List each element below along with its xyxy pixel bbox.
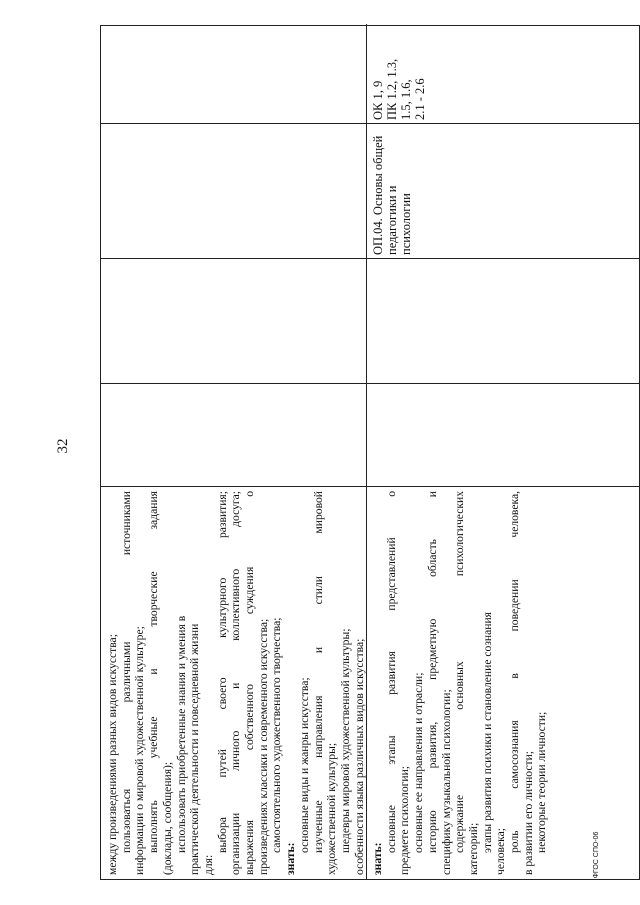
col-divider <box>101 258 640 259</box>
text-line: категорий; <box>466 822 480 875</box>
text-line: изученные направления и стили мировой <box>311 491 325 853</box>
text-line: информации о мировой художественной культуре; <box>133 626 147 875</box>
text-line: особенности языка различных видов искусства; <box>352 638 366 875</box>
section-heading: знать: <box>371 842 384 875</box>
competency-line: ПК 1.2, 1.3, <box>385 58 399 120</box>
section-heading: знать: <box>284 842 298 875</box>
text-line: выполнять учебные и творческие задания <box>147 491 161 853</box>
text-line: организации личного и коллективного досуга; <box>229 491 243 875</box>
text-line: практической деятельности и повседневной жизни <box>188 623 202 875</box>
competencies-cell <box>371 28 427 120</box>
text-line: выбора путей своего культурного развития; <box>215 491 229 853</box>
text-line: между произведениями разных видов искусства; <box>106 634 119 875</box>
footer-code: ФГОС СПО-06 <box>593 831 600 879</box>
discipline-line: психологии <box>399 193 413 255</box>
text-line: основные виды и жанры искусства; <box>297 677 311 853</box>
text-line: этапы развития психики и становление сознания <box>480 612 494 853</box>
discipline-cell <box>371 127 413 255</box>
col-divider <box>101 123 640 124</box>
competency-line: ОК 1, 9 <box>371 80 385 120</box>
text-line: историю развития, предметную область и <box>425 491 439 853</box>
text-line: выражения собственного суждения о <box>243 491 257 875</box>
text-line: основные этапы развития представлений о <box>384 491 398 853</box>
competency-line: 1.5, 1.6, <box>399 79 413 120</box>
row2-content <box>371 491 549 875</box>
col-divider <box>101 486 640 487</box>
rotated-page <box>100 25 640 880</box>
col-divider <box>101 383 640 384</box>
text-line: предмете психологии; <box>398 765 412 875</box>
text-line: художественной культуры; <box>325 742 339 875</box>
text-line: содержание основных психологических <box>453 491 467 853</box>
text-line: для: <box>201 854 215 875</box>
discipline-line: педагогики и <box>385 185 399 255</box>
text-line: роль самосознания в поведении человека, <box>508 491 522 853</box>
page-number: 32 <box>55 438 71 454</box>
text-line: в развитии его личности; <box>521 750 535 875</box>
competency-line: 2.1 - 2.6 <box>413 78 427 120</box>
text-line: основные ее направления и отрасли; <box>412 672 426 853</box>
curriculum-table <box>100 25 640 880</box>
text-line: (доклады, сообщения); <box>160 761 174 875</box>
text-line: шедевры мировой художественной культуры; <box>338 628 352 853</box>
text-line: специфику музыкальной психологии; <box>439 689 453 875</box>
text-line: человека; <box>494 828 508 875</box>
text-line: самостоятельного художественного творчества; <box>270 617 284 853</box>
text-line: пользоваться различными источниками <box>119 491 133 853</box>
text-line: некоторые теории личности; <box>535 711 549 853</box>
discipline-line: ОП.04. Основы общей <box>371 135 385 255</box>
text-line: произведениях классики и современного искусства; <box>256 618 270 875</box>
text-line: использовать приобретенные знания и умения в <box>174 615 188 853</box>
row1-content <box>106 491 366 875</box>
